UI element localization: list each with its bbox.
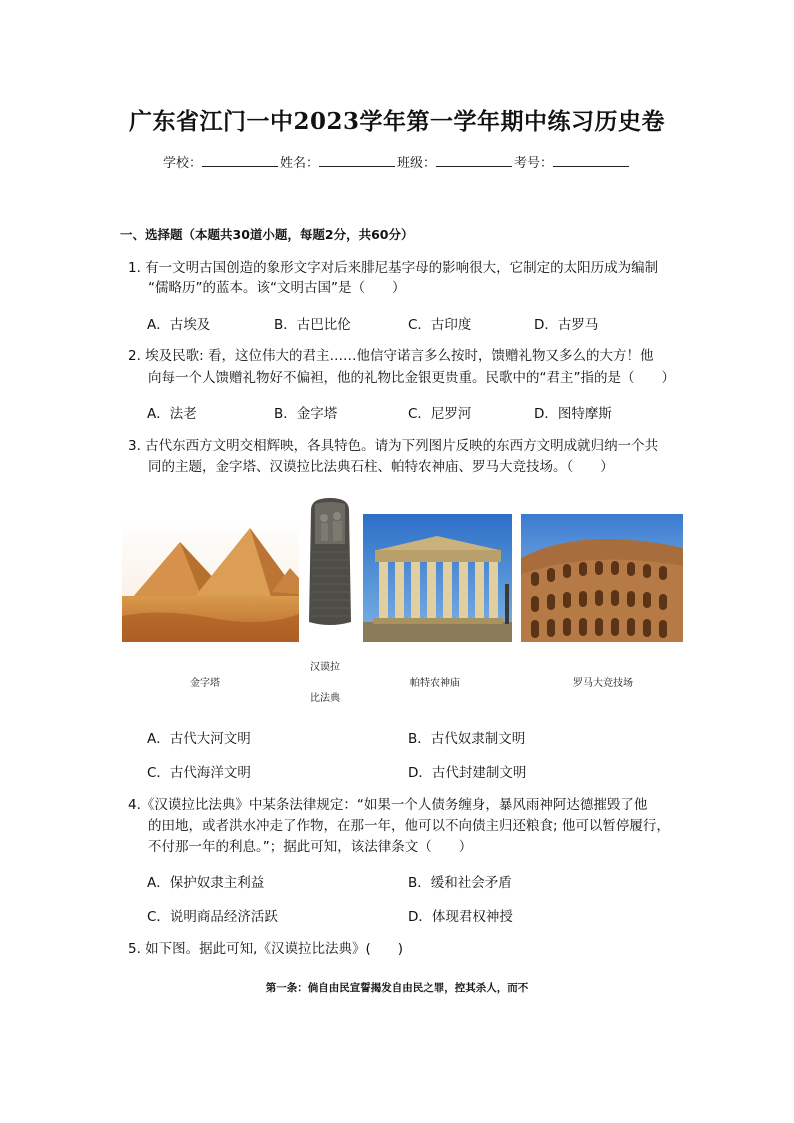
q1-option-d: D．古罗马	[534, 317, 599, 333]
q3-option-d: D．古代封建制文明	[408, 765, 527, 781]
school-label: 学校：	[162, 156, 202, 171]
pyramid-image	[122, 520, 299, 642]
question-4-line-3: 不付那一年的利息。”；据此可知，该法律条文（ ）	[148, 839, 473, 855]
exam-number-blank	[553, 154, 629, 167]
q1-option-b: B．古巴比伦	[274, 317, 351, 333]
q4-option-a: A．保护奴隶主利益	[147, 875, 265, 891]
q2-option-a: A．法老	[147, 406, 197, 422]
hammurabi-stele-image	[305, 496, 355, 628]
q5-figure-text: 第一条：倘自由民宣誓揭发自由民之罪，控其杀人，而不	[265, 982, 529, 994]
name-blank	[319, 154, 395, 167]
q4-option-d: D．体现君权神授	[408, 909, 513, 925]
question-2-line-1: 2. 埃及民歌: 看，这位伟大的君主……他信守诺言多么按时，馈赠礼物又多么的大方！他	[128, 348, 654, 364]
page-title: 广东省江门一中2023学年第一学年期中练习历史卷	[128, 108, 665, 135]
question-5-line-1: 5. 如下图。据此可知,《汉谟拉比法典》( )	[128, 941, 403, 957]
class-blank	[436, 154, 512, 167]
colosseum-image	[521, 514, 683, 642]
parthenon-image	[363, 514, 512, 642]
q3-option-c: C．古代海洋文明	[147, 765, 251, 781]
q4-option-b: B．缓和社会矛盾	[408, 875, 512, 891]
question-2-line-2: 向每一个人馈赠礼物好不偏袒，他的礼物比金银更贵重。民歌中的“君主”指的是（ ）	[148, 370, 675, 386]
question-1-line-2: “儒略历”的蓝本。该“文明古国”是（ ）	[148, 280, 406, 296]
class-label: 班级：	[397, 156, 437, 171]
question-1-line-1: 1. 有一文明古国创造的象形文字对后来腓尼基字母的影响很大，它制定的太阳历成为编制	[128, 260, 659, 276]
name-label: 姓名：	[279, 156, 319, 171]
exam-number-label: 考号：	[514, 156, 554, 171]
q2-option-c: C．尼罗河	[408, 406, 472, 422]
caption-pyramid: 金字塔	[190, 678, 220, 689]
school-blank	[202, 154, 278, 167]
section-heading: 一、选择题（本题共30道小题，每题2分，共60分）	[120, 227, 414, 242]
q2-option-b: B．金字塔	[274, 406, 338, 422]
question-4-line-1: 4.《汉谟拉比法典》中某条法律规定：“如果一个人债务缠身，暴风雨神阿达德摧毁了他	[128, 797, 648, 813]
caption-colosseum: 罗马大竞技场	[573, 678, 633, 689]
q4-option-c: C．说明商品经济活跃	[147, 909, 278, 925]
q3-option-b: B．古代奴隶制文明	[408, 731, 526, 747]
caption-parthenon: 帕特农神庙	[410, 678, 460, 689]
question-4-line-2: 的田地，或者洪水冲走了作物，在那一年，他可以不向债主归还粮食; 他可以暂停履行，	[148, 818, 670, 834]
caption-hammurabi-line-2: 比法典	[310, 693, 340, 704]
student-info-line	[0, 152, 794, 171]
question-3-line-2: 同的主题，金字塔、汉谟拉比法典石柱、帕特农神庙、罗马大竞技场。（ ）	[148, 459, 614, 475]
q2-option-d: D．图特摩斯	[534, 406, 612, 422]
q1-option-c: C．古印度	[408, 317, 472, 333]
q3-option-a: A．古代大河文明	[147, 731, 251, 747]
question-3-line-1: 3. 古代东西方文明交相辉映，各具特色。请为下列图片反映的东西方文明成就归纳一个共	[128, 438, 659, 454]
q1-option-a: A．古埃及	[147, 317, 211, 333]
caption-hammurabi-line-1: 汉谟拉	[310, 662, 340, 673]
